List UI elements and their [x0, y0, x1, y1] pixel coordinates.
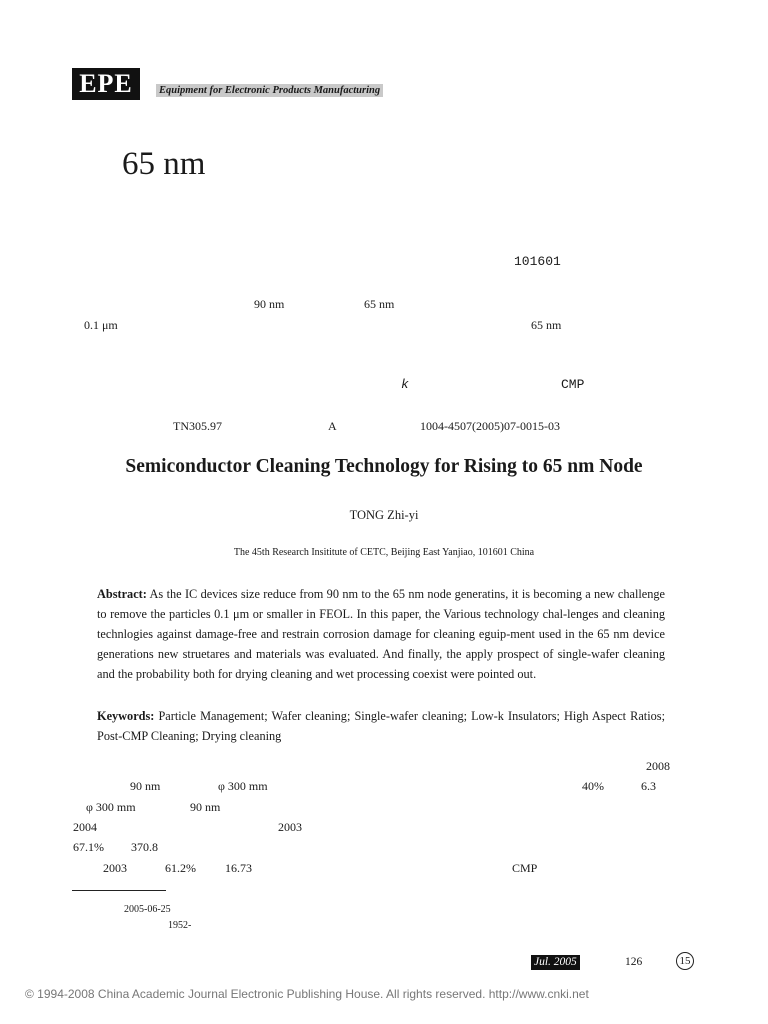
body-text: 67.1% — [73, 840, 104, 854]
clc-number: TN305.97 — [173, 419, 222, 433]
author-name: TONG Zhi-yi — [349, 508, 419, 522]
copyright-notice: © 1994-2008 China Academic Journal Electronic Publishing House. All rights reserved. http://www.cnki.net — [25, 987, 589, 1001]
body-text: 370.8 — [131, 840, 158, 854]
body-text: 90 nm — [130, 779, 161, 793]
cn-abstract-text: 65 nm — [364, 297, 395, 311]
chinese-title: 65 nm — [122, 146, 206, 182]
cn-abstract-text: 90 nm — [254, 297, 285, 311]
abstract-text: As the IC devices size reduce from 90 nm to the 65 nm node generatins, it is becoming a new challenge to remove the particles 0.1 μm or smaller in FEOL. In this paper, the Various technology chal-lenges and cleaning technlogies against damage-free and restrain corrosion damage for cleaning eguip-ment used in the 65 nm device generations new struetares and materials was evaluated. And finally, the apply prospect of single-wafer cleaning and the probability both for drying cleaning and wet processing coexist were pointed out. — [97, 587, 665, 681]
issue-date: Jul. 2005 — [531, 955, 580, 970]
english-title: Semiconductor Cleaning Technology for Rising to 65 nm Node — [125, 456, 643, 477]
abstract-label: Abstract: — [97, 587, 147, 601]
page-number: 15 — [676, 952, 694, 970]
cn-keyword-k: k — [401, 377, 409, 392]
affiliation: The 45th Research Insititute of CETC, Beijing East Yanjiao, 101601 China — [233, 547, 535, 558]
document-code: A — [328, 419, 337, 433]
body-text: φ 300 mm — [218, 779, 268, 793]
journal-logo: EPE — [72, 68, 140, 100]
body-text: 2008 — [646, 759, 670, 773]
body-text: 61.2% — [165, 861, 196, 875]
cn-keyword-cmp: CMP — [561, 377, 585, 392]
body-text: 2003 — [103, 861, 127, 875]
body-text: CMP — [512, 861, 538, 875]
footnote-divider — [72, 890, 166, 891]
keywords-label: Keywords: — [97, 709, 155, 723]
article-id: 1004-4507(2005)07-0015-03 — [420, 419, 560, 433]
body-text: 16.73 — [225, 861, 252, 875]
cn-abstract-text: 0.1 μm — [84, 318, 118, 332]
body-text: φ 300 mm — [86, 800, 136, 814]
footnote-received-date: 2005-06-25 — [124, 904, 171, 915]
issue-number: 126 — [625, 956, 643, 968]
english-keywords — [97, 706, 665, 746]
body-text: 90 nm — [190, 800, 221, 814]
cn-abstract-text: 65 nm — [531, 318, 562, 332]
footnote-author-birth: 1952- — [168, 920, 192, 931]
body-text: 2003 — [278, 820, 302, 834]
body-text: 6.3 — [641, 779, 656, 793]
journal-name: Equipment for Electronic Products Manufacturing — [156, 84, 383, 97]
body-text: 2004 — [73, 820, 97, 834]
keywords-text: Particle Management; Wafer cleaning; Single-wafer cleaning; Low-k Insulators; High Aspect Ratios; Post-CMP Cleaning; Drying cleaning — [97, 709, 665, 743]
affiliation-postal-code: 101601 — [514, 254, 561, 269]
body-text: 40% — [582, 779, 604, 793]
english-abstract — [97, 584, 665, 684]
